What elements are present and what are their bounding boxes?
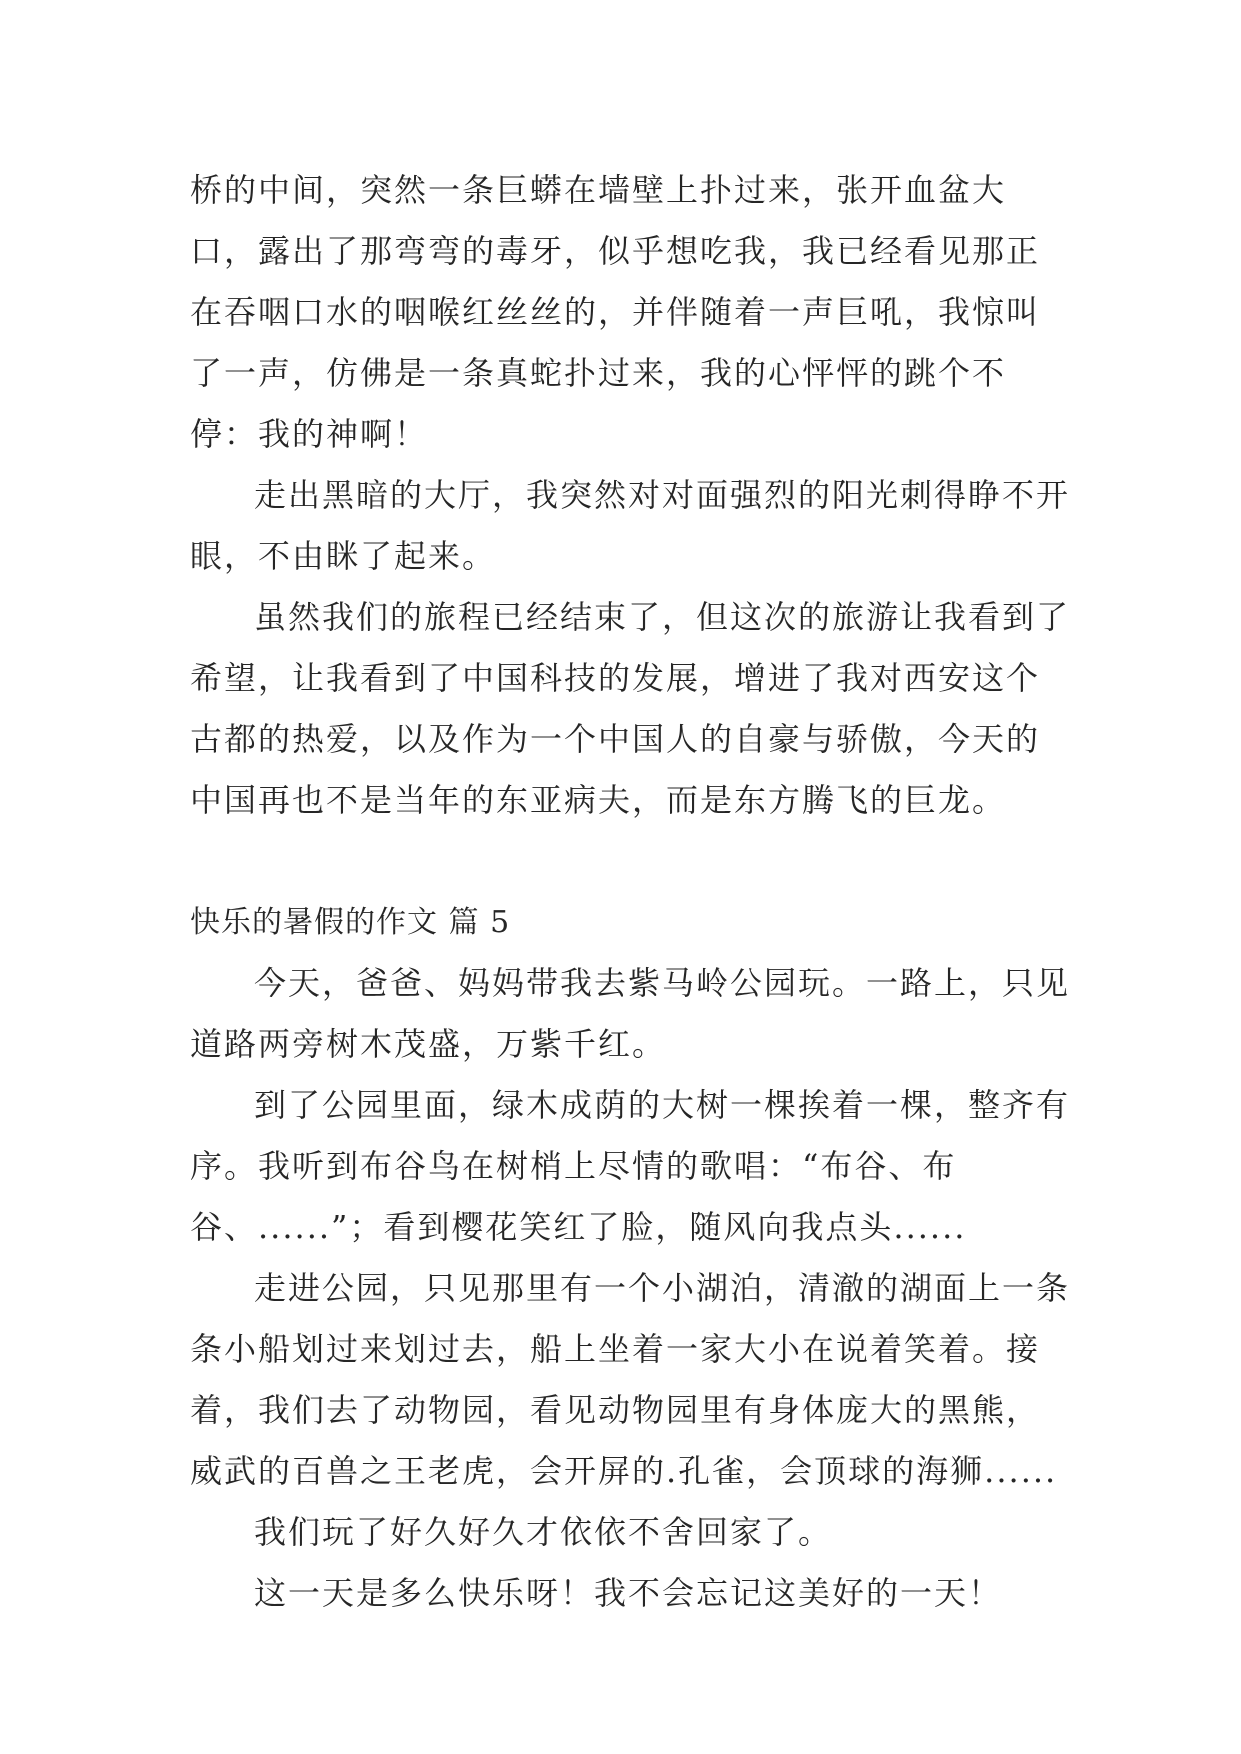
paragraph: 这一天是多么快乐呀！我不会忘记这美好的一天！ bbox=[254, 1574, 1003, 1612]
paragraph: 走进公园，只见那里有一个小湖泊，清澈的湖面上一条条小船划过来划过去，船上坐着一家大小在说着笑着。接着，我们去了动物园，看见动物园里有身体庞大的黑熊，威武的百兽之王老虎，会开屏的.孔雀，会顶球的海狮...... bbox=[190, 1269, 1071, 1490]
paragraph: 走出黑暗的大厅，我突然对对面强烈的阳光刺得睁不开眼，不由眯了起来。 bbox=[190, 476, 1071, 575]
paragraph: 今天，爸爸、妈妈带我去紫马岭公园玩。一路上，只见道路两旁树木茂盛，万紫千红。 bbox=[190, 964, 1071, 1063]
paragraph: 到了公园里面，绿木成荫的大树一棵挨着一棵，整齐有序。我听到布谷鸟在树梢上尽情的歌唱：“布谷、布谷、......”；看到樱花笑红了脸，随风向我点头...... bbox=[190, 1086, 1071, 1246]
section-title: 快乐的暑假的作文 篇 5 bbox=[190, 905, 511, 940]
document-page bbox=[190, 160, 1070, 1624]
paragraph: 桥的中间，突然一条巨蟒在墙壁上扑过来，张开血盆大口，露出了那弯弯的毒牙，似乎想吃我，我已经看见那正在吞咽口水的咽喉红丝丝的，并伴随着一声巨吼，我惊叫了一声，仿佛是一条真蛇扑过来，我的心怦怦的跳个不停：我的神啊！ bbox=[190, 171, 1041, 453]
paragraph: 虽然我们的旅程已经结束了，但这次的旅游让我看到了希望，让我看到了中国科技的发展，增进了我对西安这个古都的热爱，以及作为一个中国人的自豪与骄傲，今天的中国再也不是当年的东亚病夫，而是东方腾飞的巨龙。 bbox=[190, 598, 1071, 819]
paragraph: 我们玩了好久好久才依依不舍回家了。 bbox=[254, 1513, 833, 1551]
